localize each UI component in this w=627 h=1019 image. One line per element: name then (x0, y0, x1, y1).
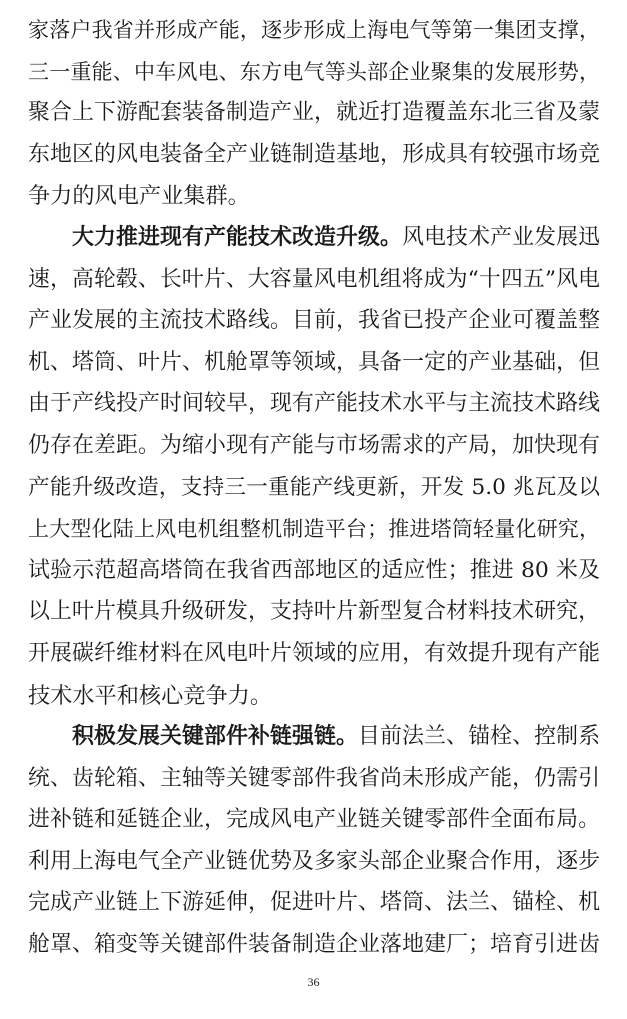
text-line: 上大型化陆上风电机组整机制造平台；推进塔筒轻量化研究， (28, 517, 600, 542)
text-line: 机、塔筒、叶片、机舱罩等领域，具备一定的产业基础，但 (28, 349, 600, 375)
text-line: 仍存在差距。为缩小现有产能与市场需求的产局，加快现有 (28, 432, 600, 458)
text-line: 东地区的风电装备全产业链制造基地，形成具有较强市场竞 (28, 141, 600, 167)
text-line: 产业发展的主流技术路线。目前，我省已投产企业可覆盖整 (28, 308, 600, 334)
text-line: 产能升级改造，支持三一重能产线更新，开发 5.0 兆瓦及以 (28, 474, 600, 500)
text-line: 三一重能、中车风电、东方电气等头部企业聚集的发展形势， (28, 59, 600, 84)
text-line: 完成产业链上下游延伸，促进叶片、塔筒、法兰、锚栓、机 (28, 890, 600, 916)
text-line: 家落户我省并形成产能，逐步形成上海电气等第一集团支撑， (28, 18, 600, 42)
paragraph-heading: 大力推进现有产能技术改造升级。 (72, 225, 403, 250)
paragraph-first-line (72, 218, 600, 258)
paragraph-first-line (72, 717, 600, 757)
text-line: 开展碳纤维材料在风电叶片领域的应用，有效提升现有产能 (28, 640, 600, 666)
text-run: 目前法兰、锚栓、控制系 (358, 724, 600, 749)
text-line: 以上叶片模具升级研发，支持叶片新型复合材料技术研究， (28, 599, 600, 625)
text-line: 利用上海电气全产业链优势及多家头部企业聚合作用，逐步 (28, 848, 600, 874)
text-line: 速，高轮毂、长叶片、大容量风电机组将成为“十四五”风电 (28, 266, 600, 292)
text-line: 试验示范超高塔筒在我省西部地区的适应性；推进 80 米及 (28, 557, 600, 583)
text-line: 聚合上下游配套装备制造产业，就近打造覆盖东北三省及蒙 (28, 100, 600, 126)
text-line: 争力的风电产业集群。 (28, 183, 250, 210)
text-line: 由于产线投产时间较早，现有产能技术水平与主流技术路线 (28, 391, 600, 417)
text-line: 舱罩、箱变等关键部件装备制造企业落地建厂；培育引进齿 (28, 932, 600, 957)
page-number: 36 (307, 975, 320, 989)
text-run: 风电技术产业发展迅 (402, 225, 600, 250)
paragraph-heading: 积极发展关键部件补链强链。 (72, 724, 359, 749)
text-line: 技术水平和核心竞争力。 (28, 682, 273, 709)
text-line: 统、齿轮箱、主轴等关键零部件我省尚未形成产能，仍需引 (28, 765, 600, 791)
text-line: 进补链和延链企业，完成风电产业链关键零部件全面布局。 (28, 807, 600, 833)
